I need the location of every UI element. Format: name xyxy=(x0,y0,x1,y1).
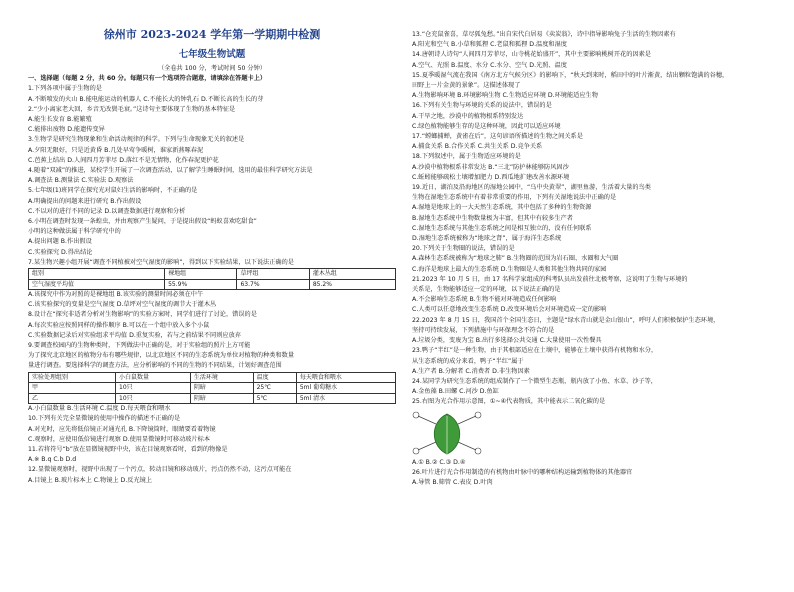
question-line: A.捕食关系 B.合作关系 C.共生关系 D.竞争关系 xyxy=(412,143,543,151)
table-row xyxy=(29,269,396,280)
question-line: A.干旱之地，沙漠中的植物根系特别发达 xyxy=(412,112,524,120)
question-line: 4.随着“双减”的推进，某校学生开展了一次调查活动，以了解学生睡眠时间，选用的最佳科学研究方法是 xyxy=(28,167,313,175)
question-line: 22.2023 年 8 月 15 日，我国首个全国生态日，主题是“绿水青山就是金山银山”，呼吁人们积极保护生态环境， xyxy=(412,316,720,324)
question-line: 一、选择题（每题 2 分，共 60 分。每题只有一个选项符合题意，请填涂在答题卡上） xyxy=(28,75,267,83)
question-line: 20.下列关于生物圈的说法，错误的是 xyxy=(412,245,515,253)
question-line: A.小白鼠数量 B.生活环境 C.温度 D.每天喂食和喂水 xyxy=(28,405,171,413)
question-line: 26.叶片进行光合作用制造的有机物由叶脉中的哪种结构运输到植物体的其他器官 xyxy=(412,468,633,476)
question-line: 2.“少小离家老大回，乡音无改鬓毛衰。”这诗句主要体现了生物的基本特征是 xyxy=(28,105,236,113)
table-cell: 阴暗 xyxy=(190,383,253,394)
question-line: 12.显微镜观察时，视野中出现了一个污点，转动目镜和移动玻片，污点仍然不动，这污点可能在 xyxy=(28,466,292,474)
question-line: C.湿地生态系统与其他生态系统之间是相互独立的，没有任何联系 xyxy=(412,224,592,232)
question-line: C.实验探究 D.得出结论 xyxy=(28,248,93,256)
question-line: A.垃圾分类，变废为宝 B.出行多选择公共交通 C.大量使用一次性餐具 xyxy=(412,337,602,345)
exam-note: （全卷共 100 分，考试时间 50 分钟） xyxy=(158,65,266,72)
question-line: A.生产者 B.分解者 C.消费者 D.非生物因素 xyxy=(412,367,530,375)
question-line: 14.唐朝诗人诗句“人间四月芳菲尽，山寺桃花始盛开”，其中主要影响桃树开花的因素是 xyxy=(412,51,651,59)
question-line: 关系是，生物能够适应一定的环境，以下说法正确的是 xyxy=(412,286,561,294)
question-line: A.该探究中作为对照的是裸地组 B.该实验的测量时间必须在中午 xyxy=(28,291,204,299)
left-column xyxy=(28,4,396,566)
table-cell: 生活环境 xyxy=(190,372,253,383)
photosynthesis-figure xyxy=(412,410,774,458)
question-line: 10.下列有关完全显微镜的使用中操作的描述不正确的是 xyxy=(28,415,181,423)
table-cell: 5℃ xyxy=(253,393,296,404)
table-cell: 阴暗 xyxy=(190,393,253,404)
question-line: 15.夏季暖湿气流在我国《南方北方气候分区》的影响下，“秋天到来时，稻田中的叶片渐黄，结出颗粒饱满的谷穗， xyxy=(412,71,729,79)
question-line: A.※ B.q C.b D.d xyxy=(28,456,77,464)
exam-subtitle: 七年级生物试题 xyxy=(178,49,246,60)
exam-title: 徐州市 2023-2024 学年第一学期期中检测 xyxy=(103,28,321,41)
question-line: 18.下列叙述中，属于生物适应环境的是 xyxy=(412,153,521,161)
question-line: C.能排出废物 D.能遗传变异 xyxy=(28,126,105,134)
question-line: A.每次实验应按照同样的操作顺序 B.可以在一个组中放入多个小鼠 xyxy=(28,321,210,329)
question-line: 17.“螳螂捕蝉，黄雀在后”，这句谚语所描述的生物之间关系是 xyxy=(412,133,583,141)
table-cell: 85.2% xyxy=(309,279,395,290)
question-line: C.人类可以任意地改变生态系统 D.改变环境后会对环境造成一定的影响 xyxy=(412,306,607,314)
question-line: 24.某同学为研究生态系统的组成制作了一个微型生态瓶，瓶内放了小鱼、水草、沙子等， xyxy=(412,377,657,385)
question-line: A.不会影响生态系统 B.生物不能对环境造成任何影响 xyxy=(412,296,557,304)
table-cell: 每天喂食和喂水 xyxy=(296,372,395,383)
question-line: 16.下列有关生物与环境的关系的说法中，错误的是 xyxy=(412,102,552,110)
question-line: A.生物影响环境 B.环境影响生物 C.生物适应环境 D.环境能适应生物 xyxy=(412,92,598,100)
question-line: A.空气、光照 B.温度、水分 C.水分、空气 D.光照、温度 xyxy=(412,61,567,69)
table-cell: 10只 xyxy=(116,393,191,404)
question-line: C.该实验探究的变量是空气湿度 D.草坪对空气湿度的调节大于灌木丛 xyxy=(28,301,217,309)
question-line: A.湿地是地球上的一大天然生态系统，其中包括了多种的生物资源 xyxy=(412,204,592,212)
question-line: A.调查法 B.测量法 C.实验法 D.观察法 xyxy=(28,177,134,185)
question-line: 21.2023 年 10 月 5 日，由 17 名科学家组成的科考队员出发前往北极考察，这说明了生物与环境的 xyxy=(412,275,688,283)
question-line: C.绿色植物能够生存的是这种环境，因此可以适应环境 xyxy=(412,122,561,130)
question-line: A.金鱼藻 B.田螺 C.河沙 D.鱼缸 xyxy=(412,388,499,396)
question-line: C.海洋是地球上最大的生态系统 D.生物圈是人类和其他生物共同的家园 xyxy=(412,265,607,273)
table-cell: 10只 xyxy=(116,383,191,394)
table-cell: 25℃ xyxy=(253,383,296,394)
question-line: 13.“仓充鼠雀喜，草尽狐兔愁。”出自宋代白居易《卖炭翁》，诗中指导影响兔子生活的生物因素有 xyxy=(412,31,676,38)
question-line: A.导管 B.筛管 C.表皮 D.叶肉 xyxy=(412,478,493,486)
table-cell: 温度 xyxy=(253,372,296,383)
question-line: 坚持可持续发展，下列措施中与环保理念不符合的是 xyxy=(412,326,555,334)
question-line: A.① B.② C.③ D.④ xyxy=(412,458,466,466)
table-cell: 55.9% xyxy=(165,279,237,290)
question-line: C.不以对的进行不同的记录 D.以调查数据进行观察和分析 xyxy=(28,207,186,215)
question-line: 8.设计在“探究非适者分析对生物影响”的实验方案时，同学们进行了讨论，错误的是 xyxy=(28,311,257,319)
table-cell: 裸地组 xyxy=(165,269,237,280)
question-line: 从生态系统的成分来看，鸭子“半红”属于 xyxy=(412,357,524,365)
question-line: 1.下列各项中属于生物的是 xyxy=(28,85,102,93)
question-line: 为了探究北京地区的植物分布有哪些规律，以北京地区不同的生态系统为单位对植物的种类和数量 xyxy=(28,352,295,360)
table-cell: 乙 xyxy=(29,393,116,404)
question-line: A.沙漠中植物根系非常发达 B.“三北”防护林能够防风固沙 xyxy=(412,163,569,171)
question-line: A.森林生态系统被称为“地球之肺” B.生物圈的范围为岩石圈、水圈和大气圈 xyxy=(412,255,619,263)
leaf-diagram-icon xyxy=(412,410,482,458)
table-cell: 灌木丛组 xyxy=(309,269,395,280)
question-line: C.芭蕉上结出 D.人间四月芳菲尽 D.落红不是无情物，化作春泥更护花 xyxy=(28,156,219,164)
question-line: A.明确提出的问题来进行研究 B.作出假设 xyxy=(28,197,142,205)
table-cell: 5ml 葡萄糖水 xyxy=(296,383,395,394)
question-line: 7.某生物兴趣小组开展“调查不同植被对空气湿度的影响”，得到以下实验结果，以下说法正确的是 xyxy=(28,258,294,266)
table-row xyxy=(29,372,396,383)
table-cell: 63.7% xyxy=(237,279,309,290)
question-line: C.实验数据记录后对实验组求平均值 D.重复实验，若与之前结果不同则应放弃 xyxy=(28,331,241,339)
question-line: 生物在湿地生态系统中有着非常重要的作用，下列有关湿地说法中正确的是 xyxy=(412,194,617,202)
question-line: A.对光时，应先将低倍镜正对通光孔 B.下降镜筒时，眼睛要看着物镜 xyxy=(28,425,216,433)
question-line: 9.要调查校园内的生物种类时，下列做法中正确的是，对于实验组的照片上方可能 xyxy=(28,342,251,350)
question-line: 量进行调查。要选择科学的调查方法，应分析影响的不同的生物的不同结果，计划好调查范围 xyxy=(28,362,282,370)
question-line: A.不断喷发的火山 B.能电能运动的机器人 C.不能长大的钟乳石 D.不断长高的生长的芽 xyxy=(28,95,264,103)
question-line: A.阳光和空气 B.小草和狐狸 C.老鼠和狐狸 D.温度和湿度 xyxy=(412,41,567,49)
table-cell: 草坪组 xyxy=(237,269,309,280)
question-line: 11.若将符号“b”放在显微镜视野中央，该在目镜观察看时，看到的物像是 xyxy=(28,446,228,453)
table-cell: 组别 xyxy=(29,269,165,280)
question-line: 3.生物学是研究生物现象和生命活动规律的科学。下列与生命现象无关的叙述是 xyxy=(28,136,245,144)
question-line: A.夕阳无限好，只是近黄昏 B.几处早莺争暖树，谁家新燕啄春泥 xyxy=(28,146,204,154)
table-row xyxy=(29,393,396,404)
table-cell: 空气湿度平均值 xyxy=(29,279,165,290)
table-cell: 实验处理组别 xyxy=(29,372,116,383)
question-line: 小明的这种做法属于科学研究中的 xyxy=(28,228,121,236)
question-line: C.观察时，应使用低倍镜进行观察 D.使用显微镜时可移动玻片标本 xyxy=(28,435,211,443)
question-line: 23.鸭子“半红”是一种生物，由于其根部适应在土壤中，能够在土壤中获得有机物和水分， xyxy=(412,347,658,355)
table-cell: 甲 xyxy=(29,383,116,394)
right-column xyxy=(412,30,774,592)
question-line: A.能生长发育 B.能繁殖 xyxy=(28,116,92,124)
question-line: C.蚯蚓能够疏松土壤增加肥力 D.西瓜地扩建改善水源环境 xyxy=(412,173,570,181)
table-mouse-experiment xyxy=(28,372,396,405)
table-row xyxy=(29,383,396,394)
question-line: A.提出问题 B.作出假设 xyxy=(28,238,92,246)
question-line: D.湿地生态系统被称为“地球之肾”，属于海洋生态系统 xyxy=(412,235,562,243)
table-row xyxy=(29,279,396,290)
question-line: 5.七年级(1)班同学在探究光对鼠妇生活的影响时，不正确的是 xyxy=(28,187,198,195)
question-line: 25.右图为光合作用示意图，①~④代表物质，其中能表示二氧化碳的是 xyxy=(412,398,606,406)
table-cell: 5ml 清水 xyxy=(296,393,395,404)
question-line: A.目镜上 B.玻片标本上 C.物镜上 D.反光镜上 xyxy=(28,476,153,484)
table-cell: 小白鼠数量 xyxy=(116,372,191,383)
question-line: 田野上一片金黄的景象”。这描述体现了 xyxy=(412,82,521,90)
question-line: 19.近日，湖泊及沿海地区的湿地公园中，“乌中央黄翠”，湖里鱼游，生活着大量的鸟类 xyxy=(412,184,651,192)
question-line: 6.小明在调查时发现一条蝗虫，并由观察产生疑问，于是提出假设“蚂蚁喜欢吃甜食” xyxy=(28,218,257,226)
question-line: B.湿地生态系统中生物数量极为丰富，但其中有较多生产者 xyxy=(412,214,573,222)
table-humidity xyxy=(28,268,396,290)
